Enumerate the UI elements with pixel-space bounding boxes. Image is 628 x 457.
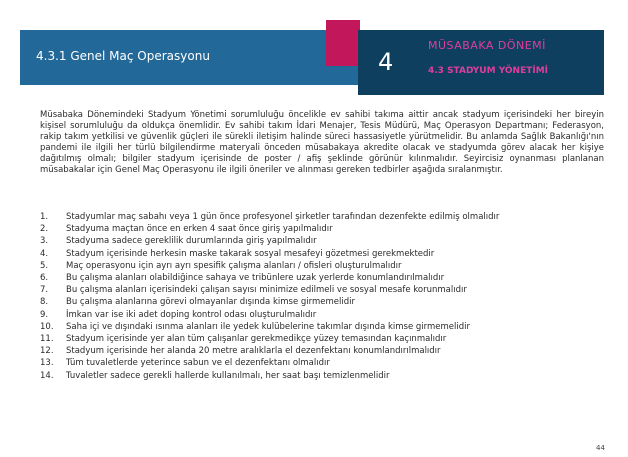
list-item-text: Saha içi ve dışındaki ısınma alanları ile yedek kulübelerine takımlar dışında kimse girmemelidir: [66, 321, 470, 332]
list-item-text: Bu çalışma alanlarına görevi olmayanlar dışında kimse girmemelidir: [66, 297, 355, 308]
list-item-number: 12.: [40, 346, 54, 357]
list-item: [40, 296, 610, 308]
measures-list: [40, 211, 610, 382]
header-left-banner: [20, 30, 358, 85]
list-item-number: 8.: [40, 297, 49, 308]
list-item-number: 11.: [40, 334, 54, 345]
list-item: [40, 333, 610, 345]
list-item-number: 7.: [40, 285, 49, 296]
list-item-number: 5.: [40, 260, 49, 271]
list-item-number: 6.: [40, 273, 49, 284]
list-item-number: 10.: [40, 321, 54, 332]
section-title: MÜSABAKA DÖNEMİ: [428, 39, 546, 52]
list-item: [40, 321, 610, 333]
list-item: [40, 235, 610, 247]
list-item: [40, 370, 610, 382]
list-item-number: 4.: [40, 248, 49, 259]
list-item: [40, 260, 610, 272]
list-item-number: 14.: [40, 370, 54, 381]
list-item-text: İmkan var ise iki adet doping kontrol odası oluşturulmalıdır: [66, 309, 317, 320]
list-item-number: 9.: [40, 309, 49, 320]
list-item-text: Maç operasyonu için ayrı ayrı spesifik çalışma alanları / ofisleri oluşturulmalıdır: [66, 260, 402, 271]
list-item: [40, 248, 610, 260]
list-item: [40, 223, 610, 235]
list-item-text: Tüm tuvaletlerde yeterince sabun ve el dezenfektanı olmalıdır: [66, 358, 330, 369]
list-item: [40, 272, 610, 284]
list-item: [40, 357, 610, 369]
list-item-text: Stadyum içerisinde her alanda 20 metre aralıklarla el dezenfektanı konumlandırılmalıdır: [66, 346, 441, 357]
list-item-text: Stadyum içerisinde herkesin maske takarak sosyal mesafeyi gözetmesi gerekmektedir: [66, 248, 435, 259]
list-item: [40, 284, 610, 296]
list-item-number: 3.: [40, 236, 49, 247]
header-right-banner: [358, 30, 604, 95]
list-item-text: Stadyumlar maç sabahı veya 1 gün önce profesyonel şirketler tarafından dezenfekte edilmiş olmalıdır: [66, 212, 500, 222]
subsection-title: 4.3 STADYUM YÖNETİMİ: [428, 66, 549, 76]
list-item-number: 1.: [40, 212, 49, 222]
list-item: [40, 211, 610, 223]
header-accent-block: [326, 20, 360, 66]
list-item-text: Stadyuma sadece gereklilik durumlarında giriş yapılmalıdır: [66, 236, 317, 247]
list-item-number: 13.: [40, 358, 54, 369]
chapter-number: 4: [378, 48, 394, 76]
list-item-text: Stadyuma maçtan önce en erken 4 saat önce giriş yapılmalıdır: [66, 224, 333, 235]
list-item-text: Bu çalışma alanları içerisindeki çalışan sayısı minimize edilmeli ve sosyal mesafe korunmalıdır: [66, 285, 467, 296]
page-number: 44: [596, 444, 605, 452]
intro-paragraph: Müsabaka Dönemindeki Stadyum Yönetimi sorumluluğu öncelikle ev sahibi takıma aittir ancak stadyum içerisindeki her bireyin kişisel sorumluluğu da oldukça önemlidir. Ev sahibi takım İdari Menajer, Tesis Müdürü, Maç Operasyon Departmanı; Federasyon, rakip takım yetkilisi ve güvenlik güçleri ile sürekli iletişim halinde süreci hassasiyetle yürütmelidir. Bu anlamda Sağlık Bakanlığı'nın pandemi ile ilgili her türlü bilgilendirme materyali önceden müsabakaya akredite olacak ve stadyumda görev alacak her kişiye dağıtılmış olmalı; bilgiler stadyum içerisinde de poster / afiş şeklinde görünür kılınmalıdır. Seyircisiz oynanması planlanan müsabakalar için Genel Maç Operasyonu ile ilgili öneriler ve alınması gereken tedbirler aşağıda sıralanmıştır.: [40, 109, 604, 175]
list-item: [40, 309, 610, 321]
subsection-heading: 4.3.1 Genel Maç Operasyonu: [36, 49, 210, 63]
list-item-text: Bu çalışma alanları olabildiğince sahaya ve tribünlere uzak yerlerde konumlandırılmalıdır: [66, 273, 445, 284]
list-item-text: Stadyum içerisinde yer alan tüm çalışanlar gerekmedikçe yüzey temasından kaçınmalıdır: [66, 334, 447, 345]
list-item-text: Tuvaletler sadece gerekli hallerde kullanılmalı, her saat başı temizlenmelidir: [66, 370, 390, 381]
list-item: [40, 345, 610, 357]
list-item-number: 2.: [40, 224, 49, 235]
